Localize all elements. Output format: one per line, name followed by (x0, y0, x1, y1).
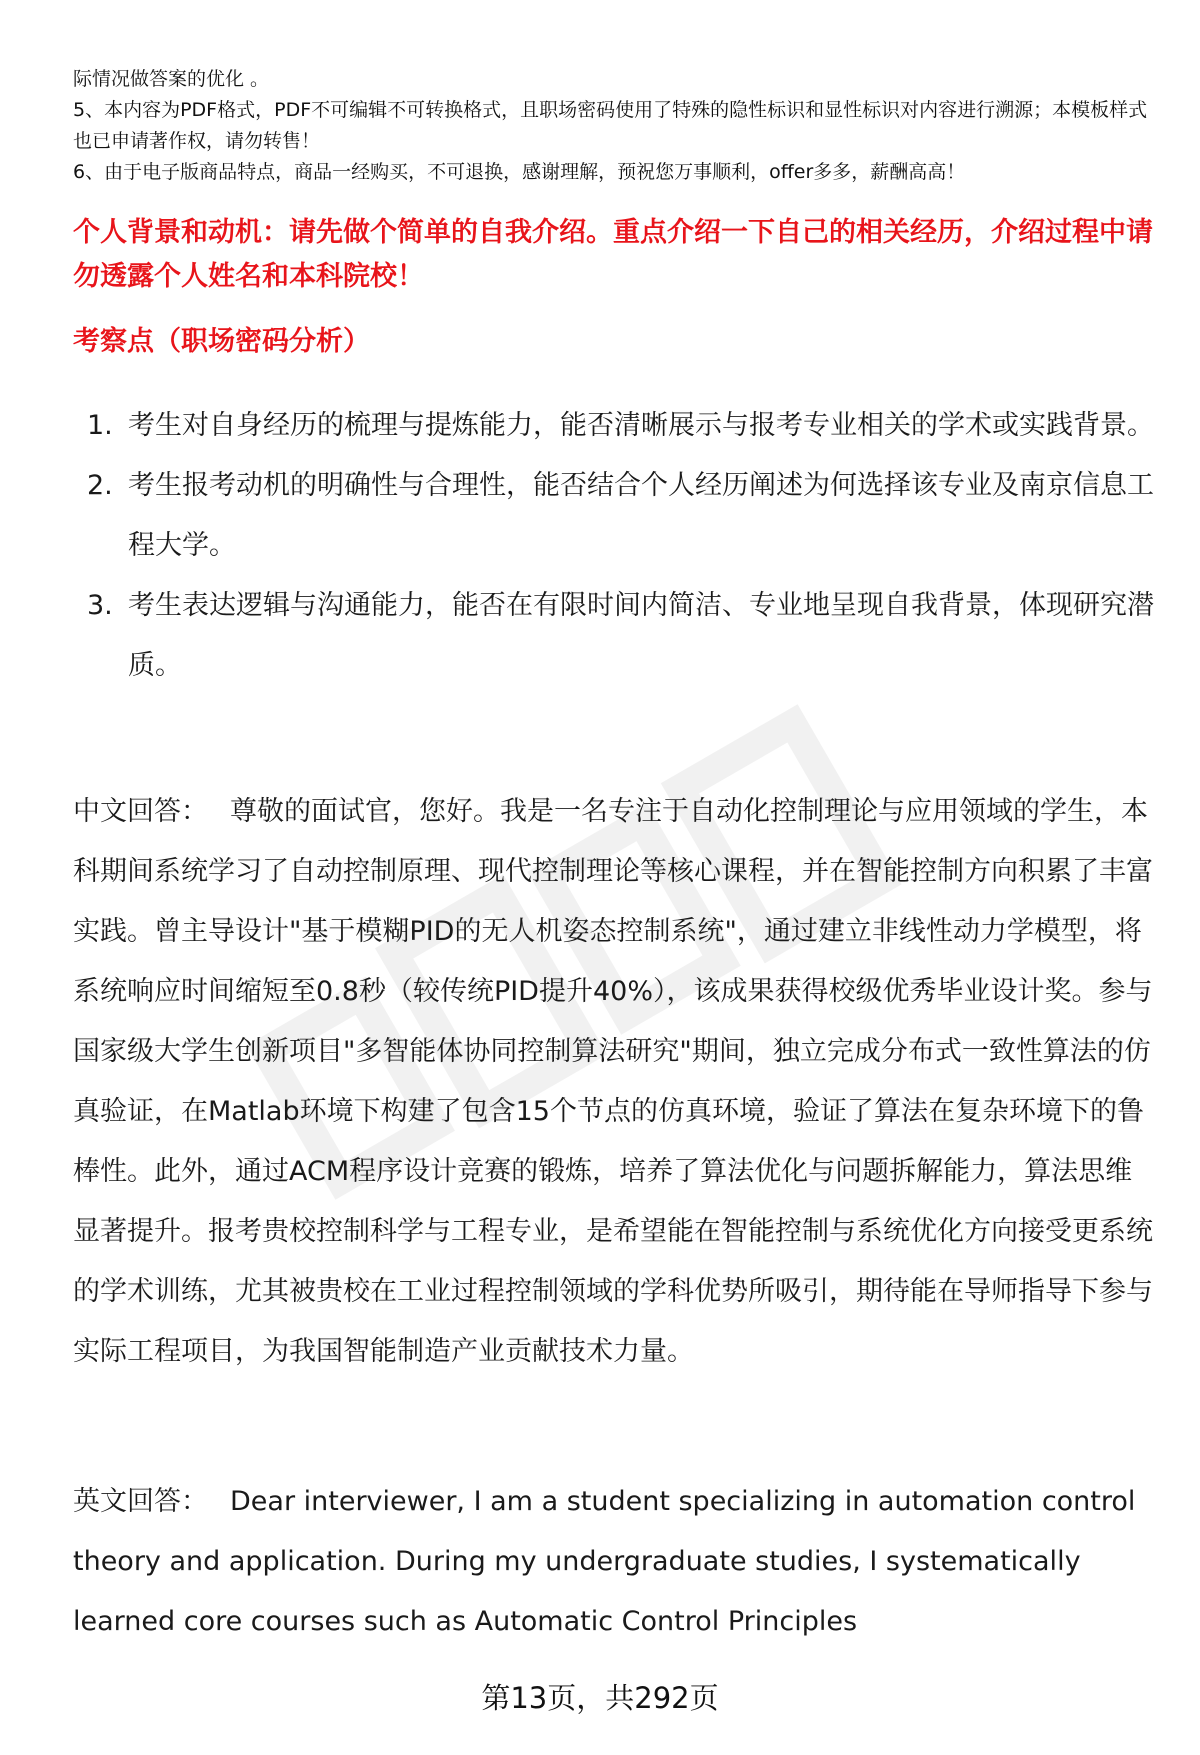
list-item-text: 考生对自身经历的梳理与提炼能力，能否清晰展示与报考专业相关的学术或实践背景。 (128, 410, 1154, 441)
list-item-text: 考生表达逻辑与沟通能力，能否在有限时间内简洁、专业地呈现自我背景，体现研究潜质。 (128, 590, 1154, 681)
english-answer-label: 英文回答： (73, 1486, 208, 1517)
list-item-number: 3. (87, 590, 113, 621)
note-line: 6、由于电子版商品特点，商品一经购买，不可退换，感谢理解，预祝您万事顺利，offer多多，薪酬高高！ (73, 161, 966, 183)
purchase-notes (73, 64, 1163, 188)
english-answer-text: Dear interviewer, I am a student specializing in automation control theory and application. During my undergraduate studies, I systematically learned core courses such as Automatic Control Principles (73, 1486, 1136, 1637)
chinese-answer-label: 中文回答： (73, 796, 208, 827)
list-item (73, 576, 1158, 696)
page-number-footer: 第13页，共292页 (481, 1681, 719, 1715)
list-item-number: 1. (87, 410, 113, 441)
note-line: 5、本内容为PDF格式，PDF不可编辑不可转换格式，且职场密码使用了特殊的隐性标识和显性标识对内容进行溯源；本模板样式也已申请著作权，请勿转售！ (73, 99, 1148, 152)
assessment-points-list (73, 396, 1158, 696)
list-item-number: 2. (87, 470, 113, 501)
interview-question: 个人背景和动机：请先做个简单的自我介绍。重点介绍一下自己的相关经历，介绍过程中请勿透露个人姓名和本科院校！ (73, 217, 1153, 292)
list-item (73, 396, 1158, 456)
list-item-text: 考生报考动机的明确性与合理性，能否结合个人经历阐述为何选择该专业及南京信息工程大学。 (128, 470, 1154, 561)
assessment-points-heading: 考察点（职场密码分析） (73, 326, 370, 357)
chinese-answer (73, 782, 1158, 1382)
chinese-answer-text: 尊敬的面试官，您好。我是一名专注于自动化控制理论与应用领域的学生，本科期间系统学习了自动控制原理、现代控制理论等核心课程，并在智能控制方向积累了丰富实践。曾主导设计"基于模糊PID的无人机姿态控制系统"，通过建立非线性动力学模型，将系统响应时间缩短至0.8秒（较传统PID提升40%），该成果获得校级优秀毕业设计奖。参与国家级大学生创新项目"多智能体协同控制算法研究"期间，独立完成分布式一致性算法的仿真验证，在Matlab环境下构建了包含15个节点的仿真环境，验证了算法在复杂环境下的鲁棒性。此外，通过ACM程序设计竞赛的锻炼，培养了算法优化与问题拆解能力，算法思维显著提升。报考贵校控制科学与工程专业，是希望能在智能控制与系统优化方向接受更系统的学术训练，尤其被贵校在工业过程控制领域的学科优势所吸引，期待能在导师指导下参与实际工程项目，为我国智能制造产业贡献技术力量。 (73, 796, 1153, 1367)
list-item (73, 456, 1158, 576)
english-answer (73, 1472, 1158, 1652)
note-line: 际情况做答案的优化 。 (73, 68, 270, 90)
